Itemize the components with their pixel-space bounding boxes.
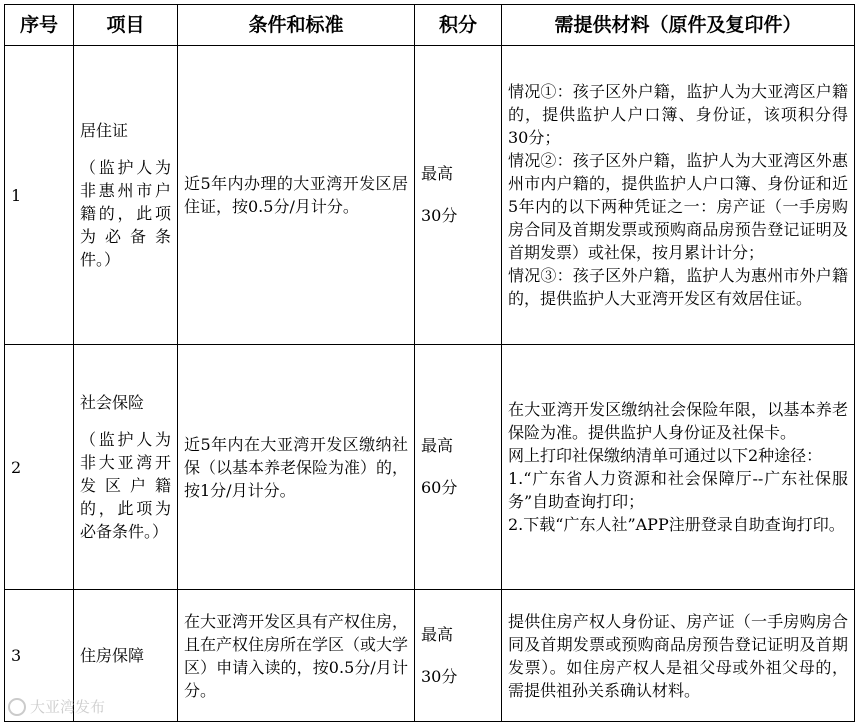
material-line: 情况①：孩子区外户籍，监护人为大亚湾区户籍的，提供监护人户口簿、身份证，该项积分得30分； bbox=[508, 82, 848, 147]
watermark-text: 大亚湾发布 bbox=[30, 698, 106, 716]
material-line: 2.下载“广东人社”APP注册登录自助查询打印。 bbox=[508, 515, 845, 534]
row-materials bbox=[502, 590, 855, 722]
row-score bbox=[415, 345, 502, 590]
header-row bbox=[5, 5, 855, 46]
table-row bbox=[5, 590, 855, 722]
row-item bbox=[74, 345, 178, 590]
row-number: 3 bbox=[5, 590, 74, 722]
row-score bbox=[415, 590, 502, 722]
material-line: 情况②：孩子区外户籍，监护人为大亚湾区外惠州市内户籍的，提供监护人户口簿、身份证和近5年内的以下两种凭证之一：房产证（一手房购房合同及首期发票或预购商品房预告登记证明及首期发票）或社保，按月累计计分； bbox=[508, 151, 848, 262]
material-line: 1.“广东省人力资源和社会保障厅--广东社保服务”自助查询打印； bbox=[508, 469, 848, 511]
item-note: （监护人为非大亚湾开发区户籍的，此项为必备条件。） bbox=[80, 430, 171, 541]
item-note: （监护人为非惠州市户籍的，此项为必备条件。） bbox=[80, 158, 171, 269]
row-score bbox=[415, 46, 502, 345]
watermark bbox=[8, 696, 105, 717]
material-line: 网上打印社保缴纳清单可通过以下2种途径： bbox=[508, 446, 823, 465]
header-no: 序号 bbox=[5, 5, 74, 46]
score-prefix: 最高 bbox=[421, 436, 454, 455]
header-item: 项目 bbox=[74, 5, 178, 46]
material-line: 在大亚湾开发区缴纳社会保险年限，以基本养老保险为准。提供监护人身份证及社保卡。 bbox=[508, 400, 848, 442]
item-title: 住房保障 bbox=[80, 646, 145, 665]
item-title: 社会保险 bbox=[80, 393, 145, 412]
score-value: 30分 bbox=[421, 206, 458, 225]
table-row bbox=[5, 46, 855, 345]
row-condition: 近5年内办理的大亚湾开发区居住证，按0.5分/月计分。 bbox=[178, 46, 415, 345]
row-materials bbox=[502, 345, 855, 590]
row-number: 1 bbox=[5, 46, 74, 345]
row-condition: 近5年内在大亚湾开发区缴纳社保（以基本养老保险为准）的，按1分/月计分。 bbox=[178, 345, 415, 590]
score-prefix: 最高 bbox=[421, 164, 454, 183]
table-row bbox=[5, 345, 855, 590]
row-materials bbox=[502, 46, 855, 345]
item-title: 居住证 bbox=[80, 121, 129, 140]
material-line: 提供住房产权人身份证、房产证（一手房购房合同及首期发票或预购商品房预告登记证明及首期发票）。如住房产权人是祖父母或外祖父母的，需提供祖孙关系确认材料。 bbox=[508, 611, 848, 700]
header-score: 积分 bbox=[415, 5, 502, 46]
score-prefix: 最高 bbox=[421, 624, 454, 644]
score-value: 60分 bbox=[421, 478, 458, 497]
material-line: 情况③：孩子区外户籍，监护人为惠州市外户籍的，提供监护人大亚湾开发区有效居住证。 bbox=[508, 266, 848, 308]
watermark-logo-icon bbox=[8, 698, 26, 716]
score-value: 30分 bbox=[421, 666, 458, 686]
header-condition: 条件和标准 bbox=[178, 5, 415, 46]
row-number: 2 bbox=[5, 345, 74, 590]
points-table bbox=[4, 4, 855, 722]
header-materials: 需提供材料（原件及复印件） bbox=[502, 5, 855, 46]
row-item bbox=[74, 46, 178, 345]
row-condition: 在大亚湾开发区具有产权住房，且在产权住房所在学区（或大学区）申请入读的，按0.5分/月计分。 bbox=[178, 590, 415, 722]
